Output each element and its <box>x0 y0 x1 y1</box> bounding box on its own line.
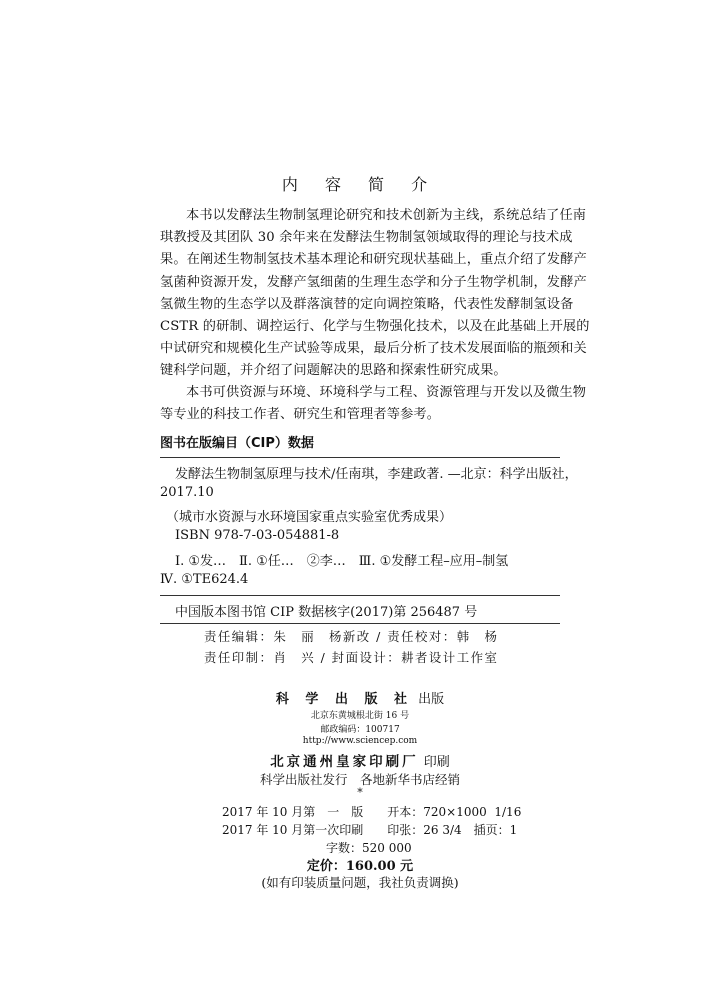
price: 定价：160.00 元 <box>306 859 414 874</box>
intro-line: CSTR 的研制、调控运行、化学与生物强化技术，以及在此基础上开展的 <box>160 319 590 335</box>
cip-line: Ⅰ. ①发… Ⅱ. ①任… ②李… Ⅲ. ①发酵工程–应用–制氢 <box>175 554 509 569</box>
credits-line: 责任编辑：朱 丽 杨新改 / 责任校对：韩 杨 <box>204 629 499 644</box>
intro-line: 氢菌种资源开发，发酵产氢细菌的生理生态学和分子生物学机制，发酵产 <box>160 274 587 290</box>
divider <box>160 595 560 596</box>
cip-heading: 图书在版编目（CIP）数据 <box>160 436 314 451</box>
intro-line: 中试研究和规模化生产试验等成果，最后分析了技术发展面临的瓶颈和关 <box>160 341 587 357</box>
intro-paragraph-2 <box>160 382 587 426</box>
intro-line: 果。在阐述生物制氢技术基本理论和研究现状基础上，重点介绍了发酵产 <box>160 252 587 268</box>
divider <box>160 457 560 458</box>
cip-record-number: 中国版本图书馆 CIP 数据核字(2017)第 256487 号 <box>175 605 478 620</box>
intro-line: 等专业的科技工作者、研究生和管理者等参考。 <box>160 407 441 423</box>
publisher-postcode: 邮政编码：100717 <box>320 725 400 735</box>
word-count: 字数：520 000 <box>326 841 412 855</box>
publisher-website: http://www.sciencep.com <box>302 736 418 746</box>
credits-line: 责任印制：肖 兴 / 封面设计：耕者设计工作室 <box>204 650 499 665</box>
cip-line: （城市水资源与水环境国家重点实验室优秀成果） <box>166 510 453 525</box>
publisher-suffix: 出版 <box>418 692 445 707</box>
intro-line: 琪教授及其团队 30 余年来在发酵法生物制氢领域取得的理论与技术成 <box>160 230 573 246</box>
intro-line: 键科学问题，并介绍了问题解决的思路和探索性研究成果。 <box>160 363 507 379</box>
cip-line: 2017.10 <box>160 485 214 500</box>
cip-line: ISBN 978-7-03-054881-8 <box>175 528 340 543</box>
intro-paragraph-1 <box>160 205 590 383</box>
section-title: 内 容 简 介 <box>281 175 439 194</box>
quality-note: (如有印装质量问题，我社负责调换) <box>261 875 459 890</box>
divider <box>160 623 560 624</box>
printer-suffix: 印刷 <box>423 755 450 770</box>
publisher-line <box>0 688 720 707</box>
separator-star: * <box>357 786 363 799</box>
cip-line: 发酵法生物制氢原理与技术/任南琪，李建政著. —北京：科学出版社， <box>175 467 578 482</box>
intro-line: 本书以发酵法生物制氢理论研究和技术创新为主线，系统总结了任南 <box>186 208 587 223</box>
distribution-line: 科学出版社发行 各地新华书店经销 <box>259 772 460 787</box>
publisher-name: 科 学 出 版 社 <box>275 692 413 707</box>
publisher-address: 北京东黄城根北街 16 号 <box>310 711 410 721</box>
intro-line: 氢微生物的生态学以及群落演替的定向调控策略，代表性发酵制氢设备 <box>160 296 574 312</box>
printer-line <box>0 750 720 770</box>
cip-line: Ⅳ. ①TE624.4 <box>160 572 249 587</box>
printing-spec: 2017 年 10 月第一次印刷 印张：26 3/4 插页：1 <box>222 823 518 837</box>
intro-line: 本书可供资源与环境、环境科学与工程、资源管理与开发以及微生物 <box>186 385 587 400</box>
printer-name: 北京通州皇家印刷厂 <box>270 754 419 770</box>
edition-spec: 2017 年 10 月第 一 版 开本：720×1000 1/16 <box>222 805 522 819</box>
